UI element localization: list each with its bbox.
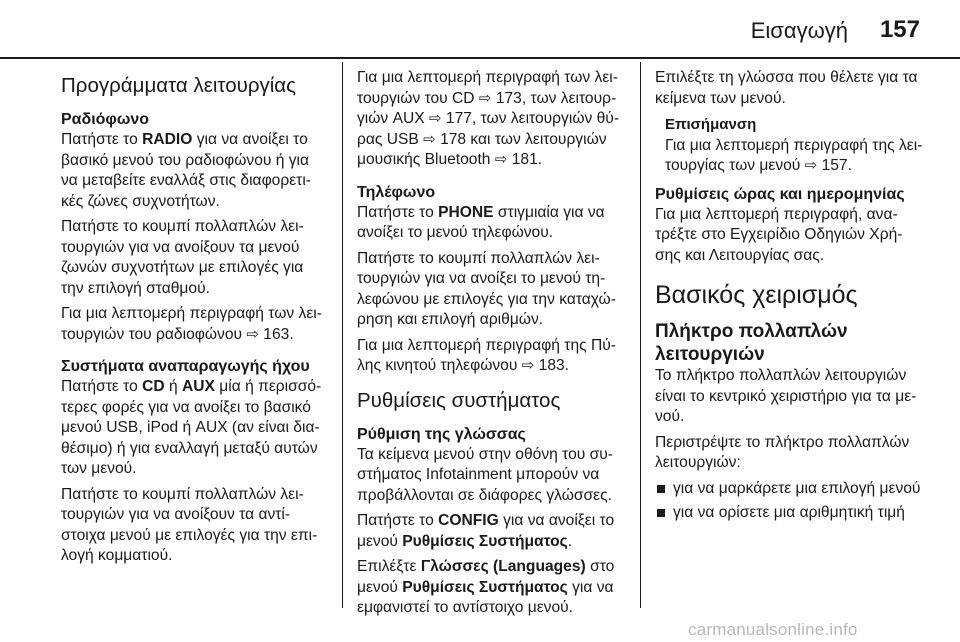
language-paragraph-3: Επιλέξτε Γλώσσες (Languages) στο μενού Ρυθμίσεις Συστήματος για να εμφανιστεί το αντίστοιχο μενού. — [357, 558, 615, 616]
page-ref-arrow-icon: ⇨ — [478, 89, 492, 107]
section-title-operating-modes: Προγράμματα λειτουργίας — [61, 74, 297, 97]
page-number: 157 — [879, 16, 920, 43]
header-rule — [0, 57, 960, 59]
system-settings-menu-label: Ρυθμίσεις Συστήματος — [402, 532, 568, 550]
page-ref: 183. — [538, 357, 569, 374]
section-title-basic-operation: Βασικός χειρισμός — [655, 281, 858, 309]
page-ref-arrow-icon: ⇨ — [494, 151, 508, 168]
bullet-list — [655, 479, 925, 524]
audio-block — [61, 357, 327, 567]
radio-block — [61, 110, 327, 345]
page-header — [0, 0, 960, 56]
column-divider — [342, 62, 343, 608]
column-1 — [61, 74, 327, 579]
language-paragraph-2: Πατήστε το CONFIG για να ανοίξει το μενού Ρυθμίσεις Συστήματος. — [357, 512, 615, 550]
page-ref-arrow-icon: ⇨ — [804, 157, 818, 174]
datetime-heading: Ρυθμίσεις ώρας και ημερομηνίας — [655, 185, 905, 203]
column-3 — [655, 68, 925, 528]
phone-paragraph-3: Για μια λεπτομερή περιγραφή της Πύ-λης κινητού τηλεφώνου ⇨ 183. — [357, 336, 616, 374]
language-block — [357, 425, 625, 619]
audio-paragraph-2: Πατήστε το κουμπί πολλαπλών λει-τουργιών για να ανοίξουν τα αντί-στοιχα μενού με επιλογές για την επι-λογή κομματιού. — [61, 485, 318, 564]
radio-paragraph-1: Πατήστε το RADIO για να ανοίξει το βασικό μενού του ραδιοφώνου ή για να μεταβείτε εναλλάξ στις διαφορετι-κές ζώνες συχνοτήτων. — [61, 131, 311, 210]
list-item: για να ορίσετε μια αριθμητική τιμή — [655, 503, 925, 524]
cd-key-label: CD — [142, 378, 165, 395]
aux-key-label: AUX — [182, 378, 215, 395]
languages-menu-item: Γλώσσες (Languages) — [420, 558, 586, 575]
language-heading: Ρύθμιση της γλώσσας — [357, 425, 526, 443]
audio-heading: Συστήματα αναπαραγωγής ήχου — [61, 358, 310, 375]
phone-block — [357, 183, 625, 377]
page-ref: 163. — [263, 325, 294, 343]
phone-heading: Τηλέφωνο — [357, 183, 436, 201]
datetime-block — [655, 185, 925, 267]
radio-paragraph-2: Πατήστε το κουμπί πολλαπλών λει-τουργιών για να ανοίξουν τα μενού ζωνών συχνοτήτων με επιλογές για την επιλογή σταθμού. — [61, 218, 304, 297]
note-box — [655, 115, 925, 177]
multifunction-paragraph-2: Περιστρέψτε το πλήκτρο πολλαπλών λειτουργιών: — [655, 433, 910, 471]
phone-paragraph-1: Πατήστε το PHONE στιγμιαία για να ανοίξει το μενού τηλεφώνου. — [357, 203, 605, 241]
radio-key-label: RADIO — [142, 131, 193, 148]
section-title-system-settings: Ρυθμίσεις συστήματος — [357, 388, 561, 412]
note-title: Επισήμανση — [665, 116, 757, 133]
audio-references: Για μια λεπτομερή περιγραφή των λει-τουργιών του CD ⇨ 173, των λειτουρ-γιών AUX ⇨ 177, των λειτουργιών θύ-ρας USB ⇨ 178 και των λειτουργιών μουσικής Bluetooth ⇨ 181. — [357, 69, 620, 168]
audio-ref-block — [357, 68, 625, 171]
column-divider — [640, 62, 641, 608]
column-2 — [357, 68, 625, 631]
watermark: carmanualsonline.info — [688, 620, 858, 639]
phone-paragraph-2: Πατήστε το κουμπί πολλαπλών λει-τουργιών για να ανοίξει το μενού τη-λεφώνου με επιλογές για την καταχώ-ρηση και επιλογή αριθμών. — [357, 249, 616, 328]
system-settings-menu-label: Ρυθμίσεις Συστήματος — [402, 578, 568, 596]
radio-paragraph-3: Για μια λεπτομερή περιγραφή των λει-τουργιών του ραδιοφώνου ⇨ 163. — [61, 305, 322, 343]
list-item: για να μαρκάρετε μια επιλογή μενού — [655, 479, 925, 500]
radio-heading: Ραδιόφωνο — [61, 111, 150, 128]
audio-paragraph-1: Πατήστε το CD ή AUX μία ή περισσό-τερες φορές για να ανοίξει το βασικό μενού USB, iPod ή AUX (αν είναι δια-θέσιμο) ή για εναλλαγή μεταξύ αυτών των μενού. — [61, 378, 322, 477]
page-ref-arrow-icon: ⇨ — [521, 357, 535, 374]
multifunction-paragraph-1: Το πλήκτρο πολλαπλών λειτουργιών είναι το κεντρικό χειριστήριο για τα με-νού. — [655, 367, 917, 425]
chapter-title: Εισαγωγή — [750, 18, 848, 43]
multifunction-knob-heading: Πλήκτρο πολλαπλών λειτουργιών — [655, 321, 848, 365]
phone-key-label: PHONE — [438, 203, 494, 221]
note-text: Για μια λεπτομερή περιγραφή της λει-τουργίας των μενού ⇨ 157. — [665, 136, 923, 174]
page-ref-arrow-icon: ⇨ — [423, 130, 436, 148]
page-ref-arrow-icon: ⇨ — [428, 110, 442, 127]
language-paragraph-1: Τα κείμενα μενού στην οθόνη του συ-στήματος Infotainment μπορούν να προβάλλονται σε διάφορες γλώσσες. — [357, 445, 613, 504]
config-key-label: CONFIG — [438, 512, 499, 529]
page-ref-arrow-icon: ⇨ — [246, 325, 259, 343]
language-paragraph-4: Επιλέξτε τη γλώσσα που θέλετε για τα κείμενα των μενού. — [655, 69, 918, 107]
datetime-paragraph: Για μια λεπτομερή περιγραφή, ανα-τρέξτε στο Εγχειρίδιο Οδηγιών Χρή-σης και Λειτουργίας σας. — [655, 205, 903, 264]
